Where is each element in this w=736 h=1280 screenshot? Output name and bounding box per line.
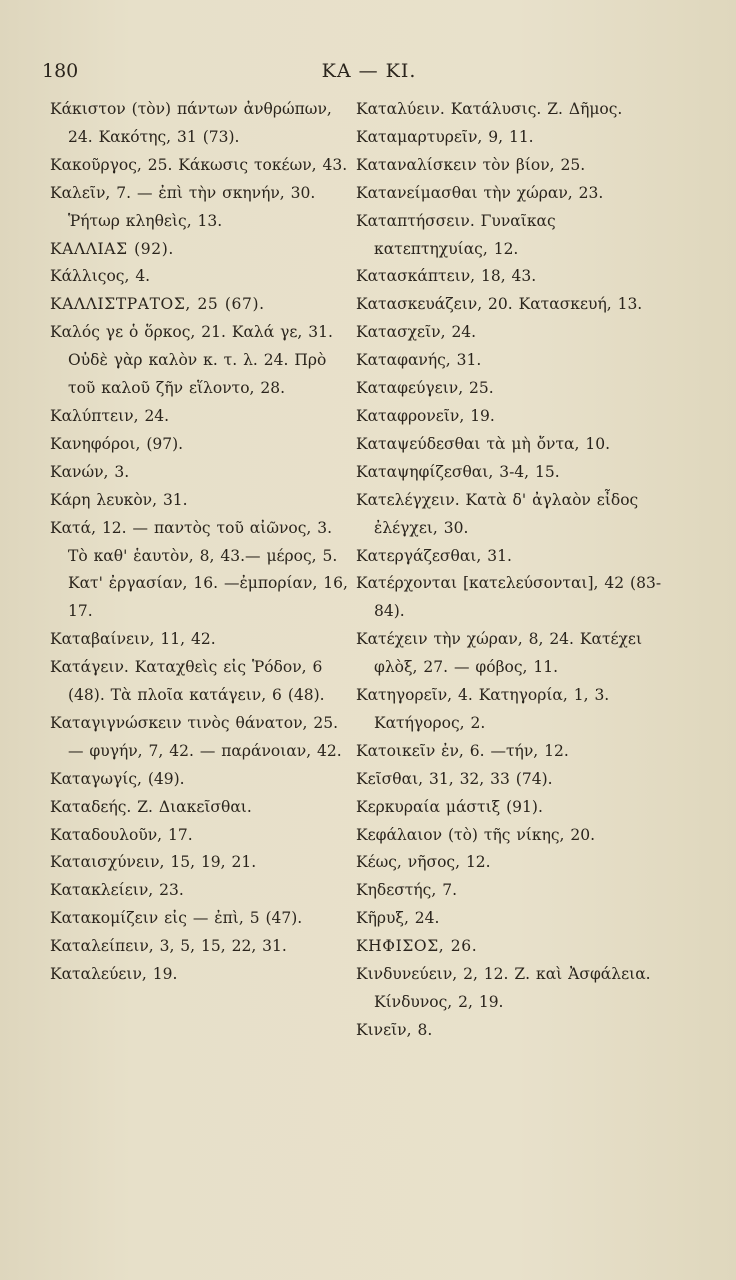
index-entry: Καταδουλοῦν, 17. <box>50 825 193 844</box>
index-entry: Καταφανής, 31. <box>356 351 482 370</box>
index-entry: Κῆρυξ, 24. <box>356 909 440 928</box>
index-entry: Κατελέγχειν. Κατὰ δ' ἀγλαὸν εἶδος ἐλέγχει, 30. <box>356 490 639 537</box>
index-entry: Καταδεής. Ζ. Διακεῖσθαι. <box>50 797 252 816</box>
index-entry: ΚΑΛΛΙΑΣ (92). <box>50 239 174 258</box>
index-entry: Καταφεύγειν, 25. <box>356 379 494 398</box>
index-entry: Κινδυνεύειν, 2, 12. Ζ. καὶ Ἀσφάλεια. Κίνδυνος, 2, 19. <box>356 965 651 1011</box>
index-entry: Κανών, 3. <box>50 462 130 481</box>
index-entry: Κηδεστής, 7. <box>356 881 457 900</box>
index-entry: Κέως, νῆσος, 12. <box>356 853 491 872</box>
index-entry: Κάλλιςος, 4. <box>50 267 151 286</box>
index-entry: Κατηγορεῖν, 4. Κατηγορία, 1, 3. Κατήγορος, 2. <box>356 686 610 732</box>
index-column-left <box>50 96 350 989</box>
index-entry: Καταλεύειν, 19. <box>50 965 178 984</box>
index-entry: Κερκυραία μάστιξ (91). <box>356 797 543 816</box>
index-entry: Καταναλίσκειν τὸν βίον, 25. <box>356 155 586 174</box>
index-entry: Κάκιστον (τὸν) πάντων ἀνθρώπων, 24. Κακότης, 31 (73). <box>50 100 332 146</box>
index-entry: Καταψηφίζεσθαι, 3-4, 15. <box>356 462 560 481</box>
index-entry: Καταβαίνειν, 11, 42. <box>50 630 216 649</box>
index-entry: ΚΑΛΛΙΣΤΡΑΤΟΣ, 25 (67). <box>50 295 265 314</box>
index-entry: Καταλύειν. Κατάλυσις. Ζ. Δῆμος. <box>356 100 623 118</box>
page-number: 180 <box>42 60 79 82</box>
index-entry: Κακοῦργος, 25. Κάκωσις τοκέων, 43. <box>50 155 348 174</box>
page-header <box>42 60 696 90</box>
index-entry: Καταγιγνώσκειν τινὸς θάνατον, 25. — φυγήν, 7, 42. — παράνοιαν, 42. <box>50 713 342 760</box>
index-entry: Κατανείμασθαι τὴν χώραν, 23. <box>356 183 604 202</box>
index-entry: Κατασκάπτειν, 18, 43. <box>356 267 537 286</box>
index-entry: Κατασκευάζειν, 20. Κατασκευή, 13. <box>356 295 643 314</box>
index-entry: Κατασχεῖν, 24. <box>356 323 477 342</box>
index-entry: Καλός γε ὁ ὅρκος, 21. Καλά γε, 31. Οὐδὲ γὰρ καλὸν κ. τ. λ. 24. Πρὸ τοῦ καλοῦ ζῆν εἵλοντο, 28. <box>50 323 333 398</box>
index-entry: Καταγωγίς, (49). <box>50 769 185 788</box>
index-entry: Καλύπτειν, 24. <box>50 406 170 425</box>
index-entry: Καταψεύδεσθαι τὰ μὴ ὄντα, 10. <box>356 434 610 453</box>
index-entry: Καταλείπειν, 3, 5, 15, 22, 31. <box>50 937 287 956</box>
index-entry: Κανηφόροι, (97). <box>50 434 184 453</box>
index-entry: Κατοικεῖν ἐν, 6. —τήν, 12. <box>356 741 569 760</box>
index-column-right <box>356 96 668 1045</box>
index-entry: Κεῖσθαι, 31, 32, 33 (74). <box>356 769 553 788</box>
index-entry: Κεφάλαιον (τὸ) τῆς νίκης, 20. <box>356 825 596 844</box>
index-entry: Κάρη λευκὸν, 31. <box>50 490 188 509</box>
index-entry: Καταισχύνειν, 15, 19, 21. <box>50 853 257 872</box>
index-entry: Καταμαρτυρεῖν, 9, 11. <box>356 127 534 146</box>
index-entry: Καλεῖν, 7. — ἐπὶ τὴν σκηνήν, 30. Ῥήτωρ κληθεὶς, 13. <box>50 183 316 230</box>
index-entry: Κατακλείειν, 23. <box>50 881 184 900</box>
index-entry: Κατεργάζεσθαι, 31. <box>356 546 512 565</box>
index-entry: Καταπτήσσειν. Γυναῖκας κατεπτηχυίας, 12. <box>356 211 556 258</box>
index-entry: Κατακομίζειν εἰς — ἐπὶ, 5 (47). <box>50 909 303 928</box>
index-entry: Κατάγειν. Καταχθεὶς εἰς Ῥόδον, 6 (48). Τὰ πλοῖα κατάγειν, 6 (48). <box>50 658 325 705</box>
index-entry: Κατέχειν τὴν χώραν, 8, 24. Κατέχει φλὸξ, 27. — φόβος, 11. <box>356 630 643 677</box>
index-entry: Κατέρχονται [κατελεύσονται], 42 (83-84). <box>356 574 662 621</box>
index-entry: Καταφρονεῖν, 19. <box>356 406 495 425</box>
running-head: ΚΑ — ΚΙ. <box>321 60 417 82</box>
index-entry: Κινεῖν, 8. <box>356 1020 433 1039</box>
index-entry: ΚΗΦΙΣΟΣ, 26. <box>356 937 478 956</box>
index-entry: Κατά, 12. — παντὸς τοῦ αἰῶνος, 3. Τὸ καθ' ἑαυτὸν, 8, 43.— μέρος, 5. Κατ' ἐργασίαν, 16. —ἐμπορίαν, 16, 17. <box>50 518 348 621</box>
